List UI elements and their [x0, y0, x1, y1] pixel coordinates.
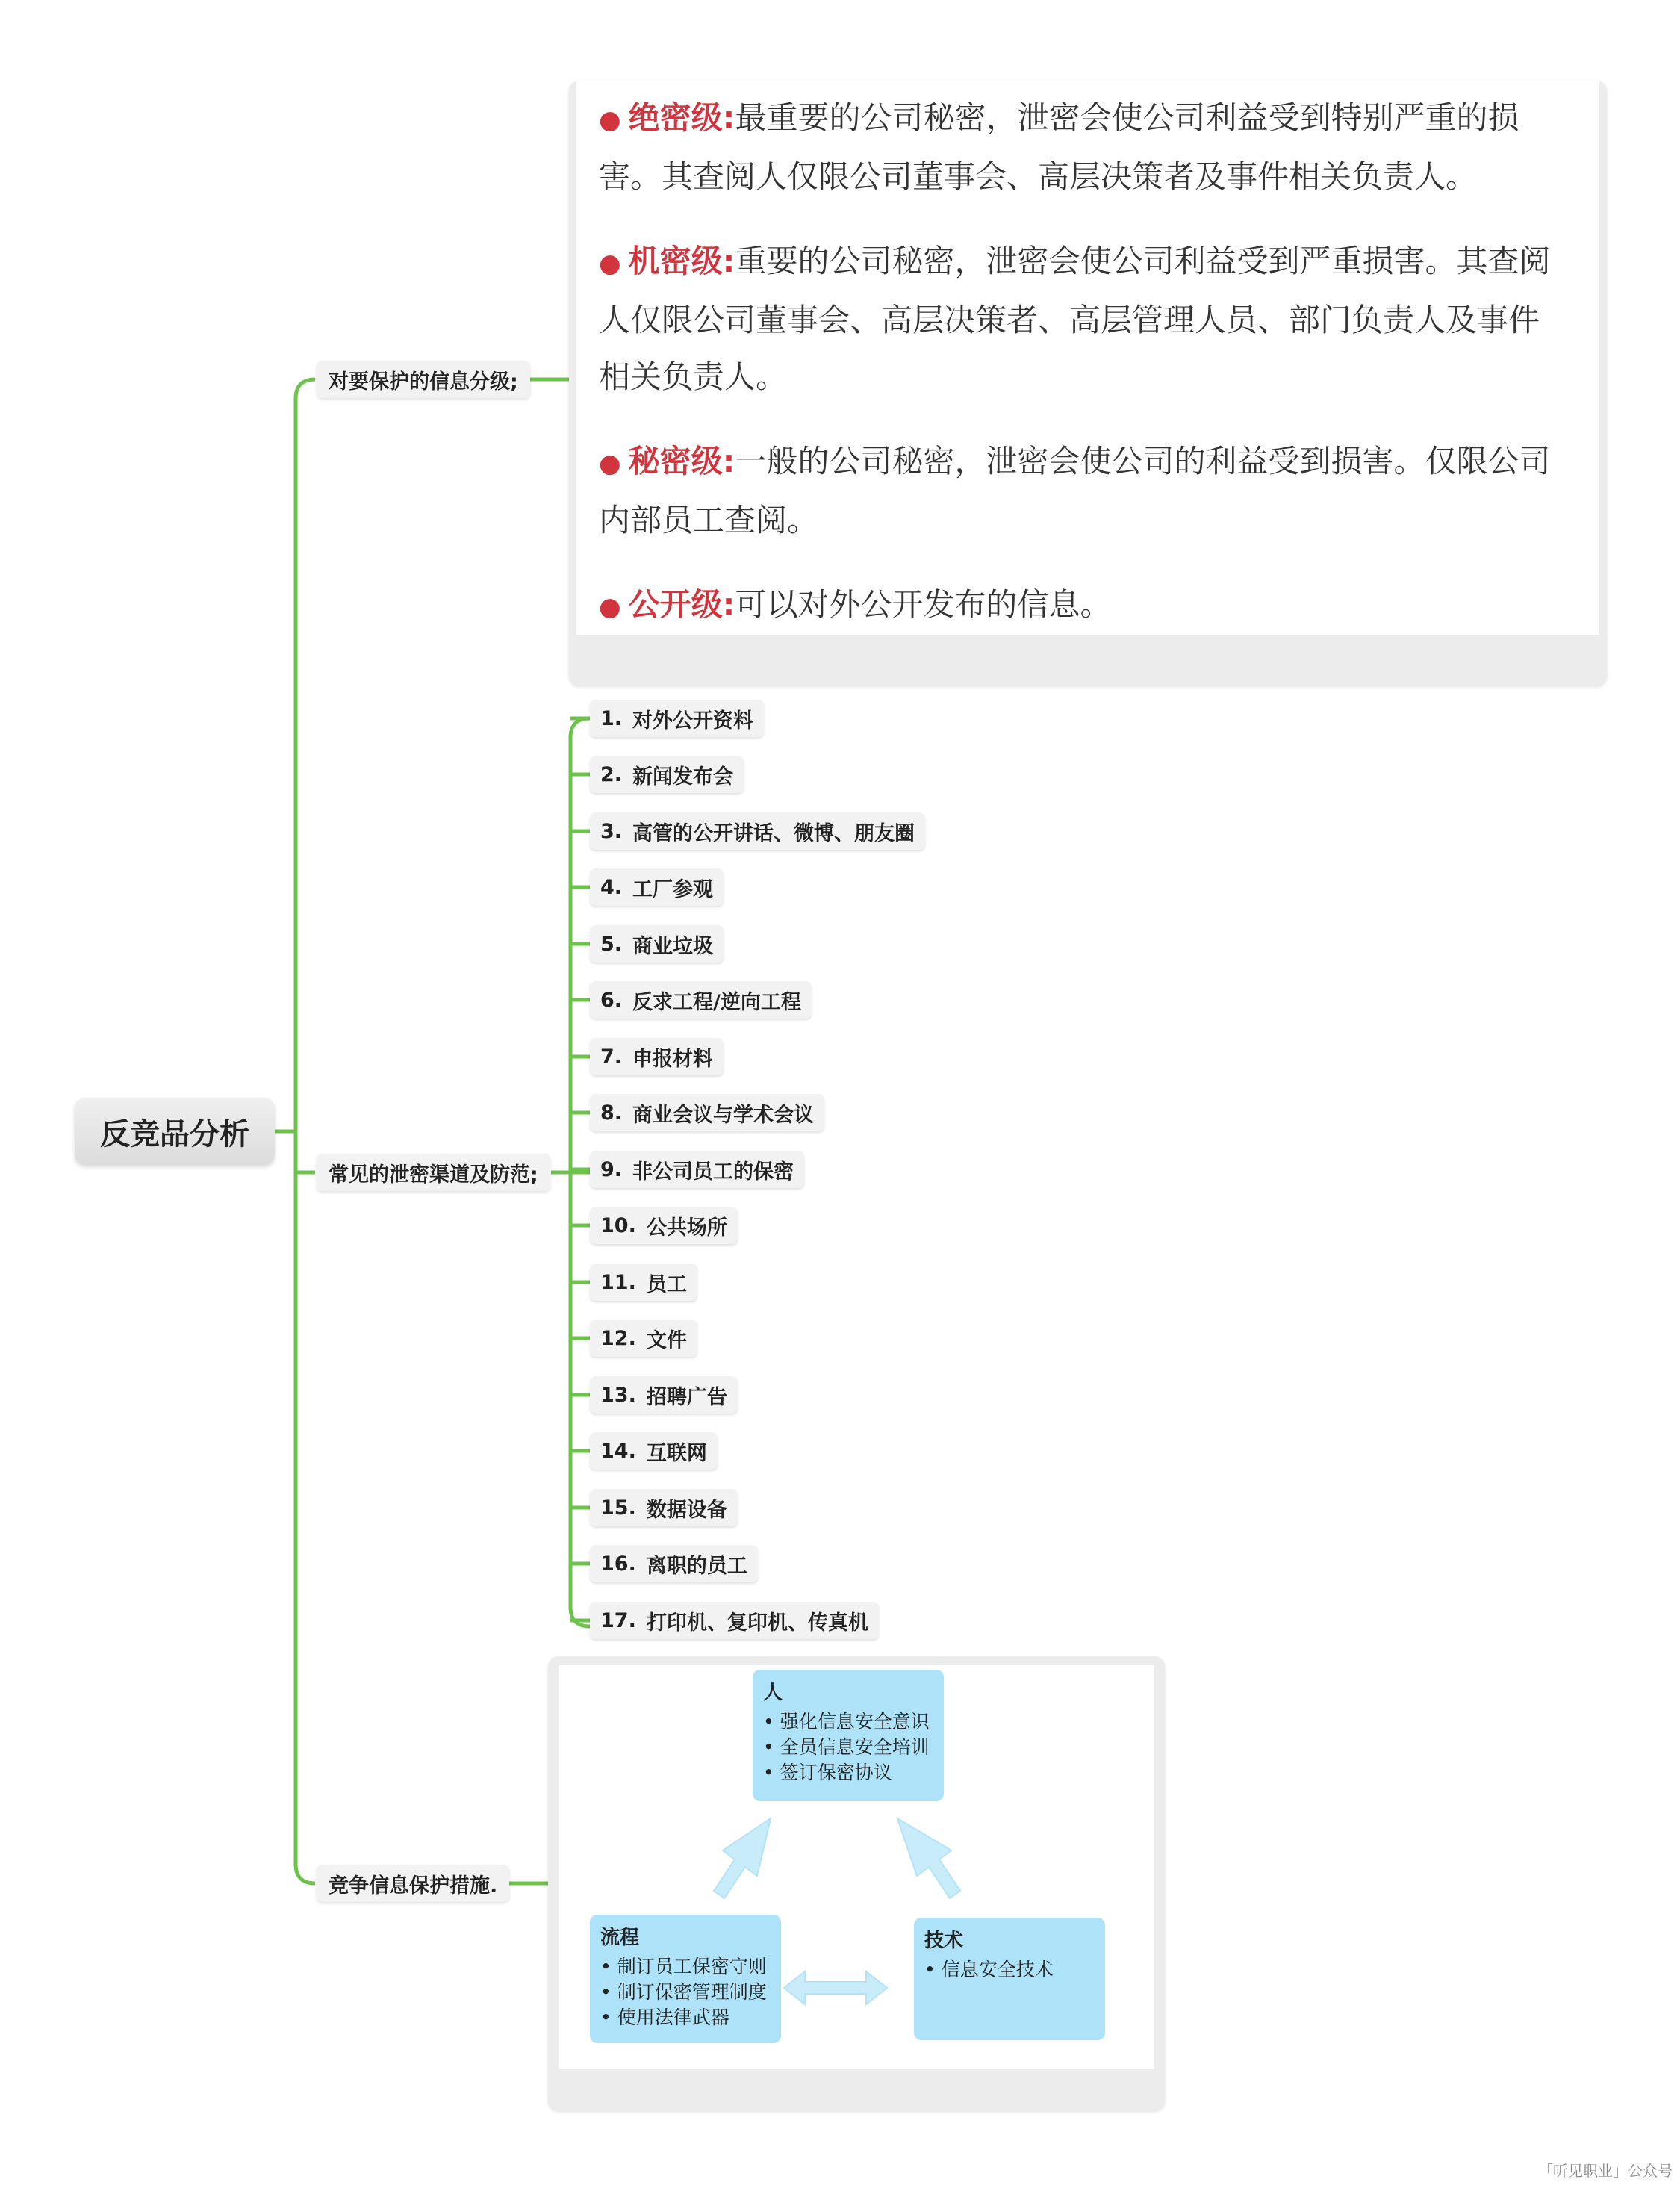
- channel-item[interactable]: [590, 1376, 738, 1414]
- level-desc: 可以对外公开发布的信息。: [735, 586, 1112, 623]
- measure-technology-title: 技术: [924, 1930, 964, 1952]
- channel-item[interactable]: [590, 1151, 804, 1188]
- channel-num: 3.: [600, 819, 623, 843]
- channel-item[interactable]: [590, 812, 925, 850]
- level-name: 机密级:: [628, 243, 735, 279]
- level-public: [599, 576, 1562, 635]
- channel-label: 商业会议与学术会议: [632, 1103, 815, 1127]
- channel-item[interactable]: [590, 1545, 758, 1582]
- level-top-secret: [599, 90, 1562, 205]
- channel-num: 8.: [600, 1101, 623, 1125]
- channel-num: 11.: [600, 1270, 636, 1294]
- channel-label: 招聘广告: [646, 1385, 727, 1409]
- classification-card[interactable]: [569, 81, 1607, 686]
- channel-label: 申报材料: [632, 1047, 714, 1071]
- root-node[interactable]: 反竞品分析: [75, 1098, 275, 1165]
- classification-card-body: [576, 81, 1599, 635]
- level-desc: 最重要的公司秘密，泄密会使公司利益受到特别严重的损害。其查阅人仅限公司董事会、高层决策者及事件相关负责人。: [599, 99, 1519, 195]
- level-desc: 重要的公司秘密，泄密会使公司利益受到严重损害。其查阅人仅限公司董事会、高层决策者、高层管理人员、部门负责人及事件相关负责人。: [599, 243, 1551, 395]
- channel-num: 13.: [600, 1383, 636, 1407]
- measure-people-item: • 强化信息安全意识: [763, 1709, 933, 1735]
- measure-technology-item: • 信息安全技术: [924, 1957, 1095, 1983]
- footer-watermark: 「听见职业」公众号: [1538, 2162, 1673, 2180]
- measure-people-item: • 全员信息安全培训: [763, 1735, 933, 1760]
- level-confidential: [599, 233, 1562, 405]
- channel-num: 14.: [600, 1439, 636, 1463]
- channel-item[interactable]: [590, 756, 744, 793]
- level-name: 公开级:: [628, 586, 735, 623]
- level-name: 秘密级:: [628, 443, 735, 479]
- bullet-icon: ●: [599, 449, 621, 479]
- channel-label: 对外公开资料: [632, 709, 754, 733]
- channel-label: 非公司员工的保密: [632, 1160, 794, 1184]
- channel-num: 17.: [600, 1609, 636, 1632]
- branch-measures[interactable]: 竞争信息保护措施.: [317, 1865, 509, 1902]
- level-secret: [599, 433, 1562, 549]
- measure-process-item: • 制订员工保密守则: [600, 1954, 771, 1980]
- measure-process-item: • 制订保密管理制度: [600, 1980, 771, 2005]
- channel-item[interactable]: [590, 981, 812, 1019]
- channel-label: 工厂参观: [632, 877, 714, 901]
- measure-process-item: • 使用法律武器: [600, 2005, 771, 2030]
- channel-num: 2.: [600, 762, 623, 786]
- arrow-people-technology: [897, 1818, 960, 1898]
- main-trunk: [296, 379, 315, 1883]
- channel-label: 高管的公开讲话、微博、朋友圈: [632, 821, 915, 845]
- level-name: 绝密级:: [628, 99, 735, 136]
- bullet-icon: ●: [599, 249, 621, 279]
- channel-item[interactable]: [590, 1094, 824, 1131]
- channel-item[interactable]: [590, 1207, 738, 1244]
- channel-label: 数据设备: [646, 1498, 727, 1522]
- channel-num: 9.: [600, 1157, 623, 1181]
- channel-item[interactable]: [590, 1038, 724, 1075]
- channel-item[interactable]: [590, 1489, 738, 1526]
- arrow-process-technology: [784, 1971, 887, 2004]
- measure-process-box: [590, 1915, 781, 2043]
- channel-item[interactable]: [590, 925, 724, 963]
- channel-num: 1.: [600, 706, 623, 730]
- channel-num: 4.: [600, 875, 623, 899]
- channel-item[interactable]: [590, 1432, 718, 1470]
- branch-channels[interactable]: 常见的泄密渠道及防范;: [317, 1154, 550, 1191]
- measures-diagram: [559, 1665, 1154, 2069]
- channel-num: 5.: [600, 932, 623, 956]
- measure-people-item: • 签订保密协议: [763, 1760, 933, 1785]
- bullet-icon: ●: [599, 592, 621, 622]
- channel-item[interactable]: [590, 1320, 697, 1357]
- measure-process-title: 流程: [600, 1927, 640, 1949]
- channel-label: 新闻发布会: [632, 765, 734, 789]
- channel-label: 反求工程/逆向工程: [632, 990, 801, 1014]
- channel-ticks: [570, 718, 590, 1620]
- channel-label: 文件: [646, 1328, 687, 1352]
- channel-num: 7.: [600, 1045, 623, 1069]
- measures-card[interactable]: [548, 1656, 1165, 2110]
- channel-num: 10.: [600, 1213, 636, 1237]
- channel-label: 互联网: [646, 1441, 707, 1465]
- channel-label: 公共场所: [646, 1216, 727, 1240]
- bullet-icon: ●: [599, 105, 621, 135]
- channel-item[interactable]: [590, 1602, 879, 1639]
- channel-label: 离职的员工: [646, 1554, 747, 1578]
- channel-num: 16.: [600, 1552, 636, 1576]
- channel-num: 12.: [600, 1326, 636, 1350]
- channel-item[interactable]: [590, 700, 764, 737]
- channel-item[interactable]: [590, 1264, 697, 1301]
- level-desc: 一般的公司秘密，泄密会使公司的利益受到损害。仅限公司内部员工查阅。: [599, 443, 1551, 538]
- arrow-people-process: [714, 1818, 771, 1898]
- channel-label: 商业垃圾: [632, 934, 714, 958]
- channel-label: 打印机、复印机、传真机: [646, 1611, 868, 1635]
- channel-num: 6.: [600, 988, 623, 1012]
- measure-people-box: [753, 1670, 944, 1801]
- channel-item[interactable]: [590, 868, 724, 906]
- branch-classification[interactable]: 对要保护的信息分级;: [317, 361, 530, 398]
- channel-label: 员工: [646, 1272, 687, 1296]
- channel-num: 15.: [600, 1496, 636, 1520]
- measure-technology-box: [914, 1918, 1105, 2040]
- measure-people-title: 人: [763, 1682, 783, 1704]
